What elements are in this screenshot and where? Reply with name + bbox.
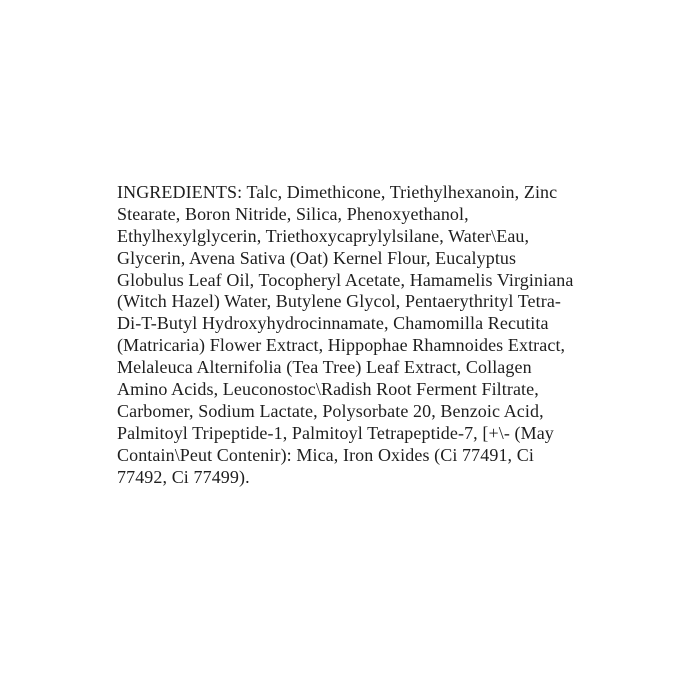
ingredients-line: Palmitoyl Tripeptide-1, Palmitoyl Tetrapeptide-7, [+\- (May bbox=[117, 422, 554, 443]
ingredients-line: (Matricaria) Flower Extract, Hippophae Rhamnoides Extract, bbox=[117, 335, 566, 356]
ingredients-line: (Witch Hazel) Water, Butylene Glycol, Pentaerythrityl Tetra- bbox=[117, 291, 562, 312]
ingredients-line: Globulus Leaf Oil, Tocopheryl Acetate, Hamamelis Virginiana bbox=[117, 269, 574, 290]
ingredients-line: Amino Acids, Leuconostoc\Radish Root Ferment Filtrate, bbox=[117, 379, 539, 400]
ingredients-line: Contain\Peut Contenir): Mica, Iron Oxides (Ci 77491, Ci bbox=[117, 444, 534, 465]
ingredients-line: Melaleuca Alternifolia (Tea Tree) Leaf Extract, Collagen bbox=[117, 357, 532, 378]
ingredients-line: 77492, Ci 77499). bbox=[117, 466, 250, 487]
ingredients-line: Di-T-Butyl Hydroxyhydrocinnamate, Chamomilla Recutita bbox=[117, 313, 549, 334]
ingredients-text-block bbox=[117, 182, 577, 488]
ingredients-line: Carbomer, Sodium Lactate, Polysorbate 20, Benzoic Acid, bbox=[117, 400, 544, 421]
ingredients-line: INGREDIENTS: Talc, Dimethicone, Triethylhexanoin, Zinc bbox=[117, 182, 558, 202]
ingredients-line: Ethylhexylglycerin, Triethoxycaprylylsilane, Water\Eau, bbox=[117, 225, 530, 246]
ingredients-line: Glycerin, Avena Sativa (Oat) Kernel Flour, Eucalyptus bbox=[117, 247, 517, 268]
ingredients-line: Stearate, Boron Nitride, Silica, Phenoxyethanol, bbox=[117, 203, 469, 224]
